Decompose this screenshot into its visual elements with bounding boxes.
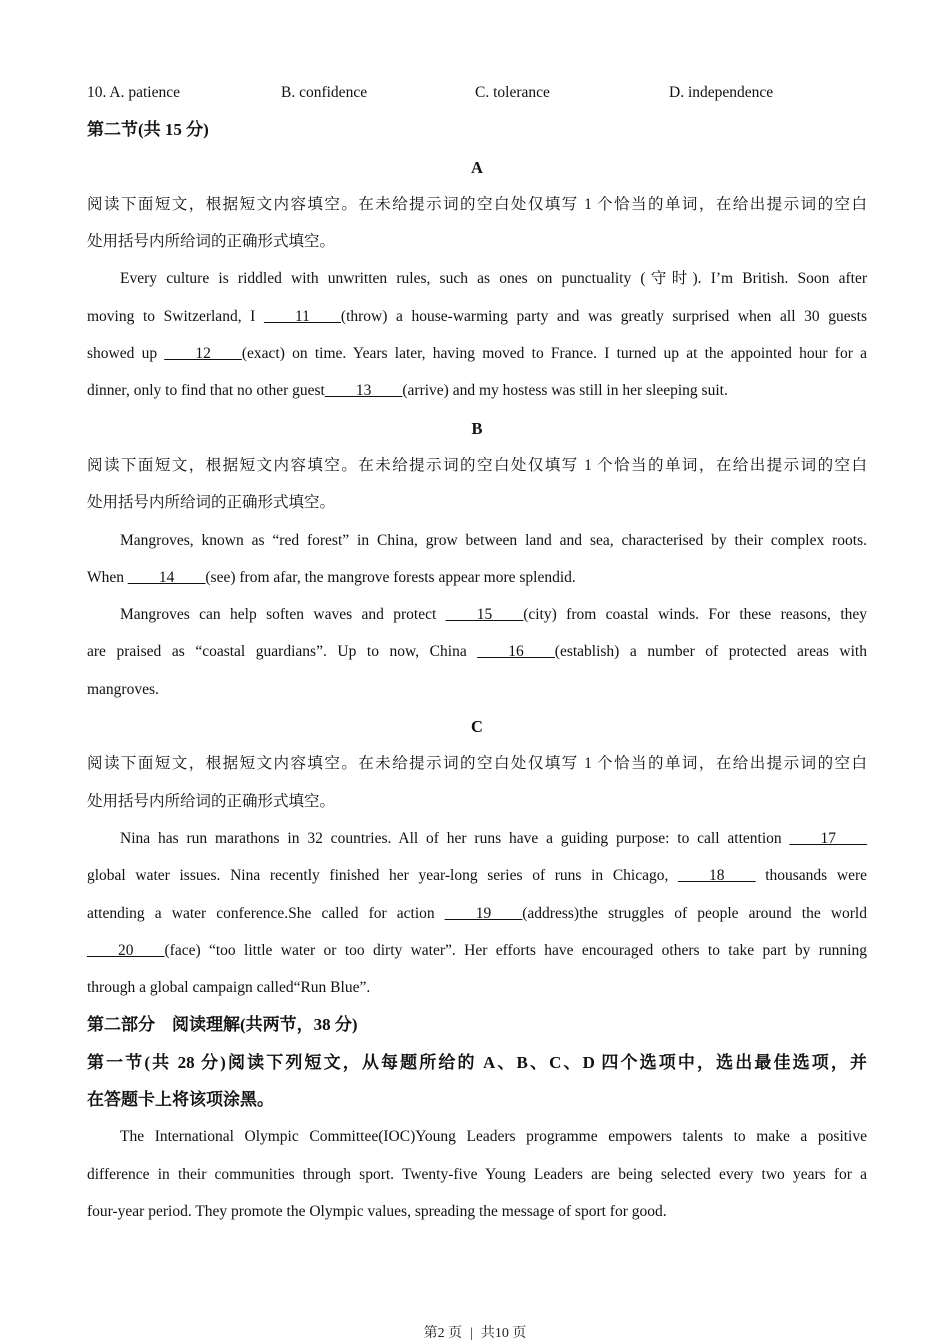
blank-14[interactable]: ____14____ (127, 568, 206, 586)
ioc-line-3: four-year period. They promote the Olympic values, spreading the message of sport for good. (87, 1202, 667, 1220)
section-2-heading: 第二节(共 15 分) (87, 120, 209, 140)
passage-b-p2-line-3: mangroves. (87, 680, 159, 698)
page-total: 共10 页 (480, 1326, 527, 1341)
passage-c-line-1: Nina has run marathons in 32 countries. All of her runs have a guiding purpose: to call attention ____17____ (120, 829, 867, 847)
passage-c-line-5: through a global campaign called“Run Blue”. (87, 979, 371, 997)
passage-c-line-2: global water issues. Nina recently finished her year-long series of runs in Chicago, ____18____ thousands were (87, 867, 867, 885)
option-c: C. tolerance (475, 84, 550, 101)
instruction-a-line-2: 处用括号内所给词的正确形式填空。 (87, 233, 336, 251)
blank-16[interactable]: ____16____ (477, 643, 555, 661)
blank-17[interactable]: ____17____ (789, 829, 867, 847)
blank-13[interactable]: ____13____ (324, 382, 403, 400)
option-a: 10. A. patience (87, 84, 180, 101)
passage-a-line-4: dinner, only to find that no other guest____13____(arrive) and my hostess was still in her sleeping suit. (87, 382, 728, 400)
footer-separator: | (470, 1326, 473, 1341)
passage-a-line-1: Every culture is riddled with unwritten rules, such as ones on punctuality (守时). I’m British. Soon after (120, 270, 867, 288)
ioc-line-1: The International Olympic Committee(IOC)Young Leaders programme empowers talents to make a positive (120, 1128, 867, 1146)
passage-a-line-3: showed up ____12____(exact) on time. Years later, having moved to France. I turned up at the appointed hour for a (87, 345, 868, 363)
instruction-c-line-2: 处用括号内所给词的正确形式填空。 (87, 792, 336, 810)
blank-11[interactable]: ____11____ (263, 307, 341, 325)
passage-b-p2-line-1: Mangroves can help soften waves and protect ____15____(city) from coastal winds. For these reasons, they (120, 606, 867, 624)
passage-c-line-3: attending a water conference.She called for action ____19____(address)the struggles of people around the world (87, 904, 867, 922)
question-10-options (87, 74, 867, 111)
passage-b-p2-line-2: are praised as “coastal guardians”. Up to now, China ____16____(establish) a number of protected areas with (87, 643, 867, 661)
passage-a-line-2: moving to Switzerland, I ____11____(throw) a house-warming party and was greatly surprised when all 30 guests (87, 307, 867, 325)
page-number: 第2 页 (423, 1326, 463, 1341)
instruction-b-line-2: 处用括号内所给词的正确形式填空。 (87, 494, 336, 512)
blank-19[interactable]: ____19____ (444, 904, 523, 922)
page-footer (0, 1322, 950, 1342)
instruction-c-line-1: 阅读下面短文，根据短文内容填空。在未给提示词的空白处仅填写 1 个恰当的单词，在给出提示词的空白 (87, 755, 867, 773)
part-2-subheading-line-1: 第一节(共 28 分)阅读下列短文，从每题所给的 A、B、C、D 四个选项中，选出最佳选项，并 (87, 1052, 867, 1072)
passage-c-line-4: ____20____(face) “too little water or too dirty water”. Her efforts have encouraged others to take part by running (87, 941, 867, 959)
passage-b-p1-line-1: Mangroves, known as “red forest” in China, grow between land and sea, characterised by their complex roots. (120, 531, 867, 549)
blank-12[interactable]: ____12____ (164, 345, 242, 363)
part-2-heading: 第二部分 阅读理解(共两节，38 分) (87, 1015, 358, 1035)
part-2-subheading-line-2: 在答题卡上将该项涂黑。 (87, 1090, 274, 1110)
option-b: B. confidence (281, 84, 368, 101)
exam-page (87, 74, 867, 1230)
blank-18[interactable]: ____18____ (678, 867, 756, 885)
passage-c-label: C (471, 717, 483, 737)
blank-15[interactable]: ____15____ (445, 606, 524, 624)
passage-b-p1-line-2: When ____14____(see) from afar, the mangrove forests appear more splendid. (87, 568, 576, 586)
option-d: D. independence (669, 84, 774, 101)
ioc-line-2: difference in their communities through sport. Twenty-five Young Leaders are being selected every two years for a (87, 1165, 867, 1183)
passage-a-label: A (471, 157, 483, 177)
instruction-b-line-1: 阅读下面短文，根据短文内容填空。在未给提示词的空白处仅填写 1 个恰当的单词，在给出提示词的空白 (87, 456, 867, 474)
blank-20[interactable]: ____20____ (87, 941, 165, 959)
instruction-a-line-1: 阅读下面短文，根据短文内容填空。在未给提示词的空白处仅填写 1 个恰当的单词，在给出提示词的空白 (87, 195, 867, 213)
passage-b-label: B (471, 418, 483, 438)
